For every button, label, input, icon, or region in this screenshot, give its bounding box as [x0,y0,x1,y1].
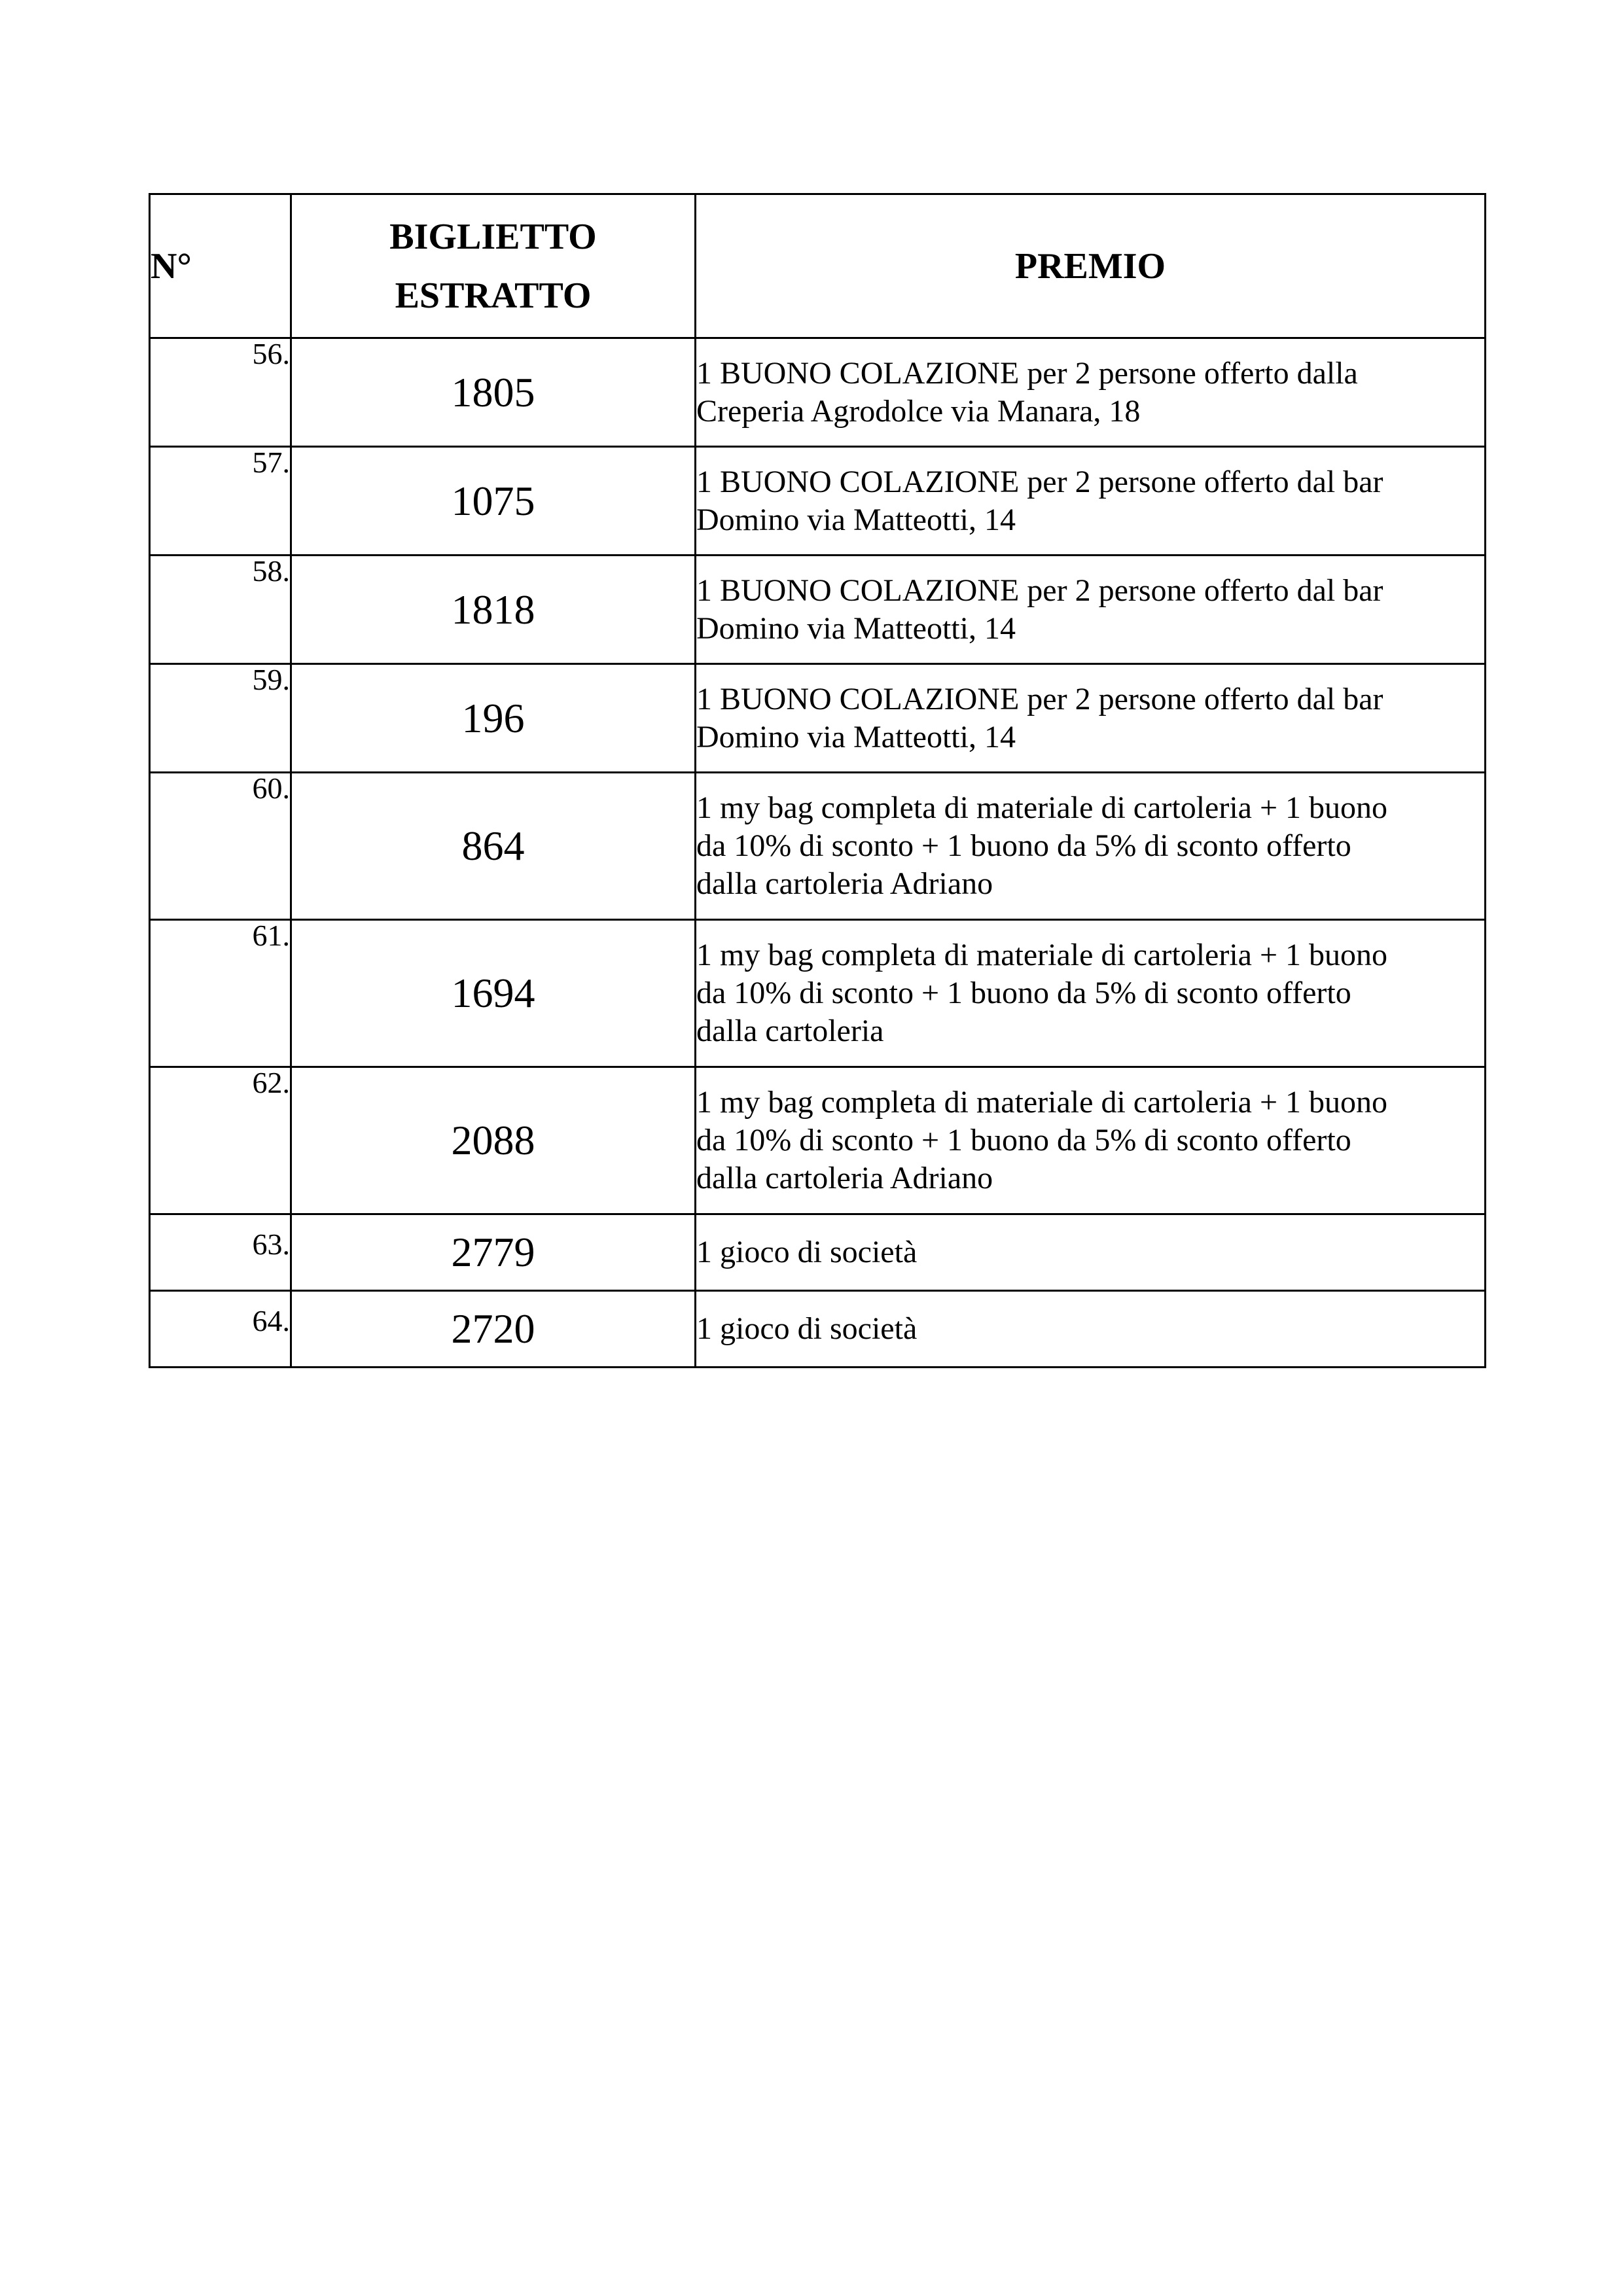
row-ticket: 864 [291,773,696,920]
header-ticket-line1: BIGLIETTO [389,216,597,257]
row-prize [696,447,1486,556]
header-ticket-line2: ESTRATTO [395,275,592,316]
row-number: 61. [150,920,291,1067]
row-prize [696,920,1486,1067]
table-row [150,773,1486,920]
row-prize [696,1214,1486,1291]
prize-line: 1 gioco di società [696,1311,918,1346]
header-ticket [291,194,696,338]
prize-line: 1 BUONO COLAZIONE per 2 persone offerto dal bar [696,573,1383,608]
prize-line: dalla cartoleria Adriano [696,1161,993,1195]
prize-table [149,193,1486,1368]
row-prize [696,773,1486,920]
row-ticket: 1805 [291,338,696,447]
row-number: 63. [150,1214,291,1291]
prize-line: Domino via Matteotti, 14 [696,719,1016,754]
row-number: 56. [150,338,291,447]
row-number: 64. [150,1291,291,1368]
row-ticket: 2088 [291,1067,696,1214]
header-number: N° [150,194,291,338]
prize-line: 1 gioco di società [696,1235,918,1269]
prize-line: da 10% di sconto + 1 buono da 5% di sconto offerto [696,976,1351,1010]
table-row [150,447,1486,556]
prize-line: Domino via Matteotti, 14 [696,502,1016,537]
table-row [150,556,1486,664]
table-row [150,1214,1486,1291]
prize-line: Domino via Matteotti, 14 [696,610,1016,646]
row-number: 59. [150,664,291,773]
row-ticket: 1694 [291,920,696,1067]
prize-line: da 10% di sconto + 1 buono da 5% di sconto offerto [696,1123,1351,1157]
row-ticket: 1075 [291,447,696,556]
prize-line: 1 my bag completa di materiale di cartoleria + 1 buono [696,1085,1388,1120]
prize-line: da 10% di sconto + 1 buono da 5% di sconto offerto [696,828,1351,863]
prize-line: 1 BUONO COLAZIONE per 2 persone offerto dal bar [696,681,1383,716]
row-number: 57. [150,447,291,556]
row-prize [696,338,1486,447]
prize-line: 1 my bag completa di materiale di cartoleria + 1 buono [696,790,1388,825]
row-ticket: 196 [291,664,696,773]
header-prize: PREMIO [696,194,1486,338]
prize-line: dalla cartoleria Adriano [696,866,993,901]
table-row [150,1067,1486,1214]
table-row [150,338,1486,447]
row-ticket: 1818 [291,556,696,664]
row-ticket: 2720 [291,1291,696,1368]
row-prize [696,1291,1486,1368]
table-row [150,664,1486,773]
table-row [150,1291,1486,1368]
table-header-row [150,194,1486,338]
prize-line: 1 BUONO COLAZIONE per 2 persone offerto dal bar [696,464,1383,499]
prize-line: dalla cartoleria [696,1014,884,1048]
prize-line: 1 my bag completa di materiale di cartoleria + 1 buono [696,938,1388,972]
row-prize [696,664,1486,773]
row-number: 60. [150,773,291,920]
row-prize [696,1067,1486,1214]
row-ticket: 2779 [291,1214,696,1291]
row-number: 58. [150,556,291,664]
row-number: 62. [150,1067,291,1214]
prize-line: 1 BUONO COLAZIONE per 2 persone offerto dalla [696,355,1358,391]
table-row [150,920,1486,1067]
prize-line: Creperia Agrodolce via Manara, 18 [696,393,1141,429]
row-prize [696,556,1486,664]
